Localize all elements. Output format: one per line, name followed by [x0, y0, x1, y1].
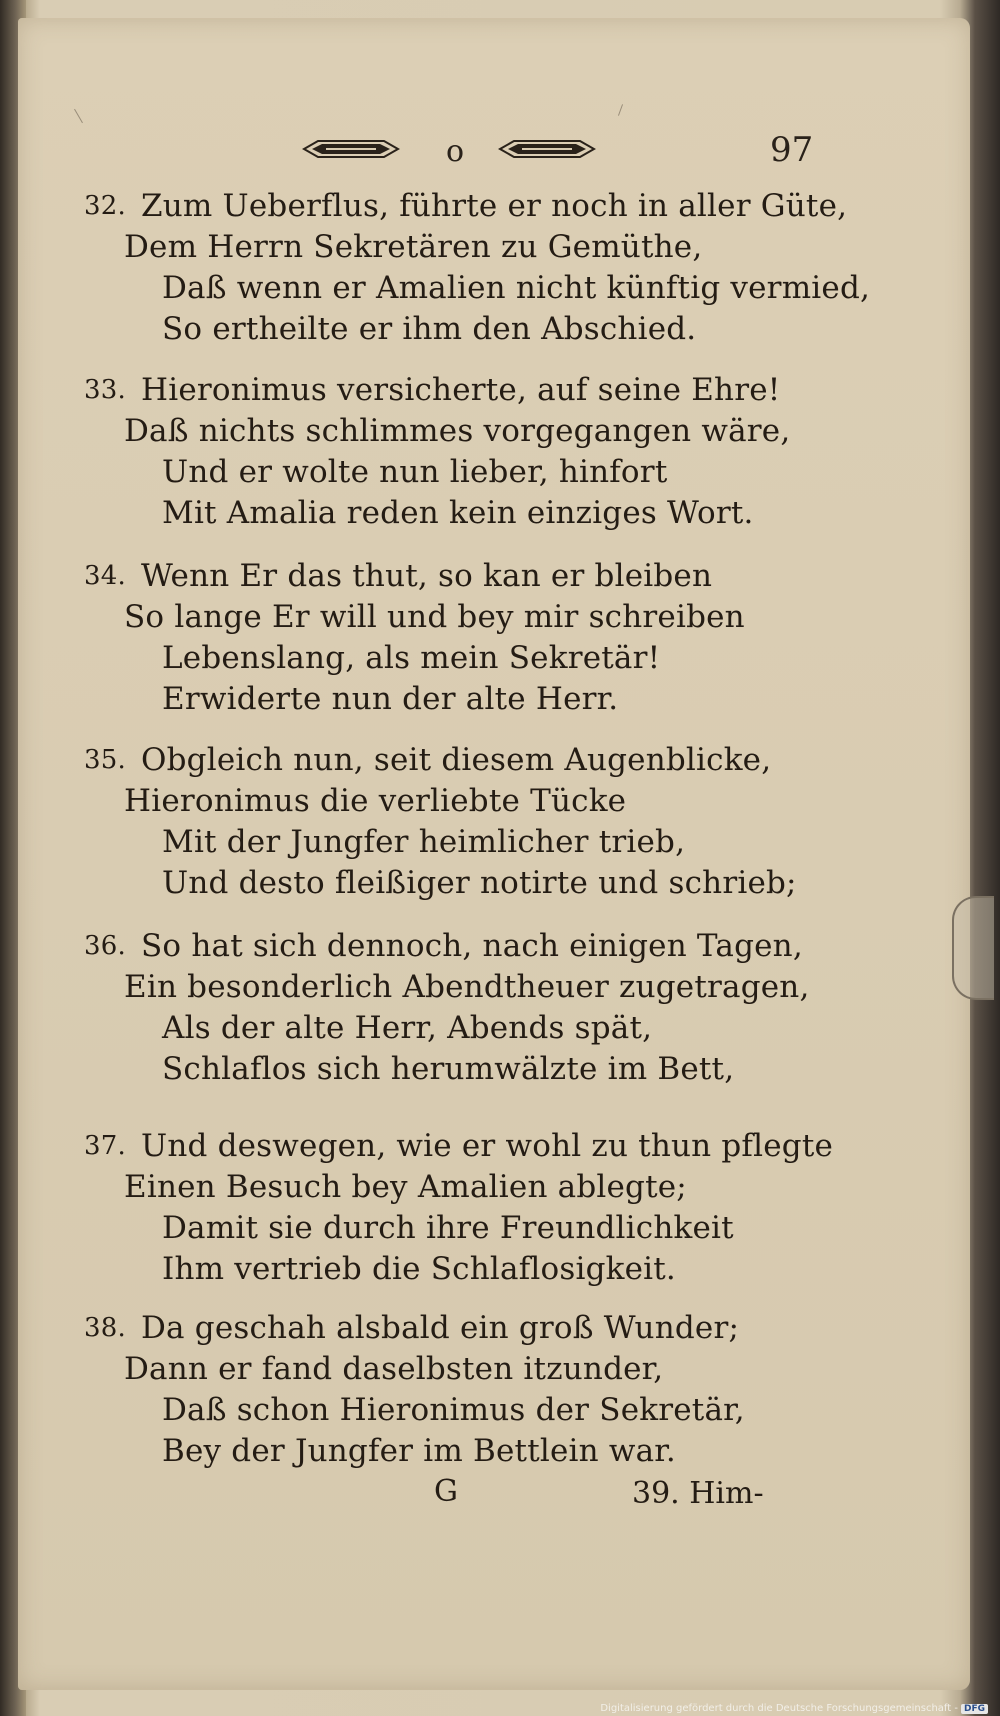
verse-text: Einen Besuch bey Amalien ablegte;: [124, 1169, 687, 1205]
verse-text: So hat sich dennoch, nach einigen Tagen,: [141, 928, 803, 964]
stanza-37: [18, 1126, 970, 1290]
stanza-32: [18, 186, 970, 350]
verse-line: [18, 1208, 970, 1249]
verse-line: [18, 493, 970, 534]
verse-line: [18, 1126, 970, 1167]
stanza-36: [18, 926, 970, 1090]
credit-text: Digitalisierung gefördert durch die Deutsche Forschungsgemeinschaft -: [600, 1703, 958, 1714]
verse-text: Dem Herrn Sekretären zu Gemüthe,: [124, 229, 703, 265]
verse-text: Obgleich nun, seit diesem Augenblicke,: [141, 742, 772, 778]
stanza-number: 36.: [84, 931, 126, 961]
verse-text: Daß nichts schlimmes vorgegangen wäre,: [124, 413, 791, 449]
verse-line: [18, 926, 970, 967]
verse-line: [18, 1049, 970, 1090]
verse-text: Und er wolte nun lieber, hinfort: [162, 454, 668, 490]
digitization-credit: [600, 1703, 988, 1714]
verse-text: Schlaflos sich herumwälzte im Bett,: [162, 1051, 735, 1087]
paper-mark: [618, 104, 623, 116]
verse-text: So lange Er will und bey mir schreiben: [124, 599, 745, 635]
verse-text: Daß schon Hieronimus der Sekretär,: [162, 1392, 745, 1428]
verse-text: Lebenslang, als mein Sekretär!: [162, 640, 661, 676]
page-header: [18, 130, 970, 180]
stanza-number: 38.: [84, 1313, 126, 1343]
verse-text: Und desto fleißiger notirte und schrieb;: [162, 865, 797, 901]
verse-text: Daß wenn er Amalien nicht künftig vermied,: [162, 270, 871, 306]
verse-text: Damit sie durch ihre Freundlichkeit: [162, 1210, 734, 1246]
verse-text: Bey der Jungfer im Bettlein war.: [162, 1433, 676, 1469]
verse-text: Hieronimus versicherte, auf seine Ehre!: [141, 372, 781, 408]
verse-line: [18, 822, 970, 863]
verse-text: Da geschah alsbald ein groß Wunder;: [141, 1310, 740, 1346]
verse-line: [18, 679, 970, 720]
stanza-number: 34.: [84, 561, 126, 591]
verse-line: [18, 1431, 970, 1472]
page-footer: [18, 1474, 970, 1524]
verse-line: [18, 638, 970, 679]
verse-line: [18, 411, 970, 452]
verse-line: [18, 967, 970, 1008]
verse-text: Hieronimus die verliebte Tücke: [124, 783, 627, 819]
verse-line: [18, 781, 970, 822]
stanza-33: [18, 370, 970, 534]
stanza-number: 35.: [84, 745, 126, 775]
verse-line: [18, 1167, 970, 1208]
verse-text: Wenn Er das thut, so kan er bleiben: [141, 558, 713, 594]
center-mark: o: [446, 134, 465, 169]
stanza-35: [18, 740, 970, 904]
ornament-right-icon: [498, 138, 596, 160]
signature-mark: G: [434, 1474, 458, 1509]
ornament-left-icon: [302, 138, 400, 160]
verse-text: Als der alte Herr, Abends spät,: [162, 1010, 653, 1046]
book-page: [18, 18, 970, 1690]
verse-text: Mit der Jungfer heimlicher trieb,: [162, 824, 686, 860]
verse-line: [18, 227, 970, 268]
stanza-38: [18, 1308, 970, 1472]
verse-line: [18, 556, 970, 597]
verse-line: [18, 1390, 970, 1431]
verse-text: Dann er fand daselbsten itzunder,: [124, 1351, 664, 1387]
verse-line: [18, 740, 970, 781]
verse-line: [18, 186, 970, 227]
verse-line: [18, 452, 970, 493]
verse-line: [18, 1249, 970, 1290]
verse-text: Ein besonderlich Abendtheuer zugetragen,: [124, 969, 810, 1005]
stanza-number: 32.: [84, 191, 126, 221]
verse-text: Erwiderte nun der alte Herr.: [162, 681, 619, 717]
verse-text: Zum Ueberflus, führte er noch in aller Güte,: [141, 188, 848, 224]
verse-line: [18, 1308, 970, 1349]
verse-text: Ihm vertrieb die Schlaflosigkeit.: [162, 1251, 676, 1287]
verse-line: [18, 309, 970, 350]
verse-line: [18, 597, 970, 638]
stanza-number: 37.: [84, 1131, 126, 1161]
verse-line: [18, 370, 970, 411]
verse-line: [18, 863, 970, 904]
verse-line: [18, 1349, 970, 1390]
stanza-number: 33.: [84, 375, 126, 405]
verse-line: [18, 1008, 970, 1049]
page-clip: [952, 896, 994, 1000]
verse-text: So ertheilte er ihm den Abschied.: [162, 311, 697, 347]
stanza-34: [18, 556, 970, 720]
page-number: 97: [770, 130, 814, 170]
verse-text: Mit Amalia reden kein einziges Wort.: [162, 495, 754, 531]
catchword: 39. Him-: [632, 1476, 764, 1511]
paper-mark: [74, 109, 83, 123]
dfg-logo-icon: DFG: [961, 1704, 988, 1714]
verse-text: Und deswegen, wie er wohl zu thun pflegte: [141, 1128, 834, 1164]
verse-line: [18, 268, 970, 309]
